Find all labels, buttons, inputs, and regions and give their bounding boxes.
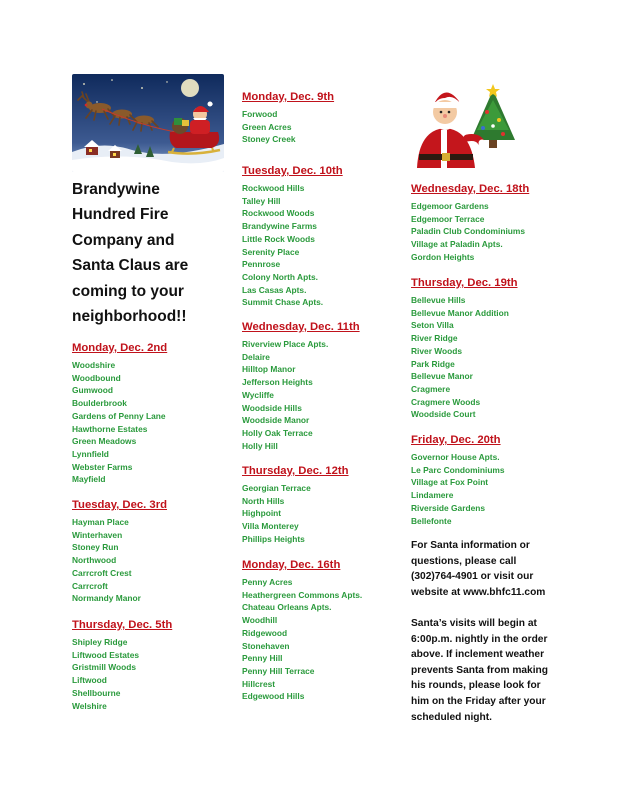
list-item: Stoney Creek [242,134,296,145]
list-item: Colony North Apts. [242,271,318,282]
list-item: Le Parc Condominiums [411,464,505,475]
day-thursday-dec-12 [242,464,349,546]
list-item: Forwood [242,109,278,119]
list-item: Green Acres [242,121,292,132]
neighborhood-list [72,636,172,712]
neighborhood-list [411,200,529,264]
neighborhood-list [242,482,349,546]
neighborhood-list [242,182,343,309]
list-item: Heathergreen Commons Apts. [242,589,363,600]
neighborhood-list [242,576,362,703]
list-item: Holly Hill [242,440,278,451]
list-item: Woodshire [72,360,116,370]
list-item: Edgewood Hills [242,691,305,702]
list-item: Liftwood [72,675,107,686]
list-item: Governor House Apts. [411,452,500,462]
day-thursday-dec-5 [72,618,172,712]
neighborhood-list [242,338,360,452]
day-tuesday-dec-10 [242,164,343,309]
day-heading: Friday, Dec. 20th [411,434,501,446]
list-item: Normandy Manor [72,593,141,604]
list-item: Lynnfield [72,448,109,459]
list-item: Rockwood Hills [242,183,305,193]
list-item: Woodbound [72,372,121,383]
list-item: Penny Acres [242,577,293,587]
list-item: Penny Hill [242,653,283,664]
day-heading: Thursday, Dec. 5th [72,619,173,631]
day-heading: Thursday, Dec. 12th [242,465,349,477]
day-friday-dec-20 [411,433,505,527]
visit-line: him on the Friday after your [411,695,546,707]
list-item: Bellevue Hills [411,295,466,305]
list-item: Bellevue Manor [411,371,473,382]
flyer-title [72,177,230,329]
contact-line: questions, please call [411,555,517,567]
list-item: Gumwood [72,385,113,396]
day-heading: Monday, Dec. 9th [242,91,335,103]
list-item: Penny Hill Terrace [242,665,315,676]
list-item: Webster Farms [72,461,133,472]
list-item: Liftwood Estates [72,649,140,660]
list-item: Pennrose [242,259,281,270]
list-item: Green Meadows [72,436,137,447]
list-item: Phillips Heights [242,533,305,544]
list-item: Winterhaven [72,529,123,540]
contact-line: For Santa information or [411,540,530,551]
list-item: Stonehaven [242,640,290,651]
day-thursday-dec-19 [411,276,518,421]
list-item: Cragmere [411,383,451,394]
visit-line: above. If inclement weather [411,649,545,661]
contact-line: (302)764-4901 or visit our [411,571,534,583]
list-item: Boulderbrook [72,398,127,409]
list-item: Stoney Run [72,542,119,553]
list-item: Village at Paladin Apts. [411,239,503,250]
sleigh-illustration-svg [72,74,224,172]
title-line: coming to your [72,282,184,300]
list-item: Georgian Terrace [242,483,311,493]
list-item: Welshire [72,700,107,711]
list-item: Paladin Club Condominiums [411,226,525,237]
list-item: Village at Fox Point [411,477,489,488]
list-item: Mayfield [72,474,106,485]
neighborhood-list [72,359,167,486]
list-item: Riverview Place Apts. [242,339,329,349]
visit-line: his rounds, please look for [411,680,541,692]
day-wednesday-dec-18 [411,182,529,264]
list-item: Bellefonte [411,515,452,526]
day-heading: Wednesday, Dec. 11th [242,321,360,333]
visit-line: Santa’s visits will begin at [411,618,537,629]
list-item: Woodhill [242,615,278,626]
title-line: Company and [72,231,175,249]
contact-info [411,538,561,600]
list-item: Bellevue Manor Addition [411,307,509,318]
list-item: Edgemoor Gardens [411,201,489,211]
list-item: Talley Hill [242,195,281,206]
neighborhood-list [411,451,505,527]
title-line: Hundred Fire [72,206,169,224]
list-item: Hawthorne Estates [72,423,148,434]
day-heading: Monday, Dec. 16th [242,559,341,571]
day-heading: Wednesday, Dec. 18th [411,183,530,195]
visit-info [411,616,561,725]
list-item: Jefferson Heights [242,377,313,388]
day-heading: Monday, Dec. 2nd [72,342,168,354]
list-item: Gordon Heights [411,251,475,262]
list-item: Summit Chase Apts. [242,297,324,308]
day-heading: Tuesday, Dec. 3rd [72,499,168,511]
title-line: neighborhood!! [72,308,187,326]
day-monday-dec-2 [72,341,167,486]
visit-line: 6:00p.m. nightly in the order [411,633,548,645]
list-item: Woodside Court [411,409,476,420]
day-heading: Tuesday, Dec. 10th [242,165,343,177]
list-item: Northwood [72,555,117,566]
day-monday-dec-16 [242,558,362,703]
list-item: Holly Oak Terrace [242,427,313,438]
list-item: Edgemoor Terrace [411,213,485,224]
santa-with-tree-image [411,82,521,168]
neighborhood-list [242,108,334,146]
list-item: Hillcrest [242,678,276,689]
list-item: Shellbourne [72,687,121,698]
list-item: Delaire [242,351,270,362]
list-item: Woodside Hills [242,402,302,413]
list-item: River Ridge [411,333,458,344]
list-item: Riverside Gardens [411,502,486,513]
neighborhood-list [411,294,518,421]
santa-sleigh-image [72,74,224,172]
santa-illustration-svg [411,82,521,168]
list-item: Carrcroft [72,580,108,591]
list-item: River Woods [411,345,463,356]
list-item: Rockwood Woods [242,208,315,219]
visit-line: prevents Santa from making [411,664,549,676]
list-item: Woodside Manor [242,415,310,426]
contact-line: website at www.bhfc11.com [411,586,546,598]
list-item: Highpoint [242,508,282,519]
list-item: Gardens of Penny Lane [72,410,166,421]
list-item: Villa Monterey [242,521,299,532]
list-item: Serenity Place [242,246,300,257]
title-line: Santa Claus are [72,257,189,275]
list-item: Seton Villa [411,320,454,331]
list-item: Wycliffe [242,389,274,400]
list-item: Hilltop Manor [242,364,296,375]
list-item: Gristmill Woods [72,662,137,673]
list-item: Brandywine Farms [242,221,317,232]
title-line: Brandywine [72,181,160,198]
list-item: Chateau Orleans Apts. [242,602,332,613]
list-item: Carrcroft Crest [72,567,132,578]
list-item: Ridgewood [242,627,288,638]
day-monday-dec-9 [242,90,334,146]
visit-line: scheduled night. [411,711,492,723]
neighborhood-list [72,516,167,605]
day-heading: Thursday, Dec. 19th [411,277,518,289]
list-item: North Hills [242,495,285,506]
day-wednesday-dec-11 [242,320,360,452]
list-item: Park Ridge [411,358,455,369]
list-item: Hayman Place [72,517,129,527]
list-item: Las Casas Apts. [242,284,307,295]
list-item: Lindamere [411,490,454,501]
list-item: Shipley Ridge [72,637,128,647]
list-item: Cragmere Woods [411,396,481,407]
day-tuesday-dec-3 [72,498,167,605]
list-item: Little Rock Woods [242,233,315,244]
